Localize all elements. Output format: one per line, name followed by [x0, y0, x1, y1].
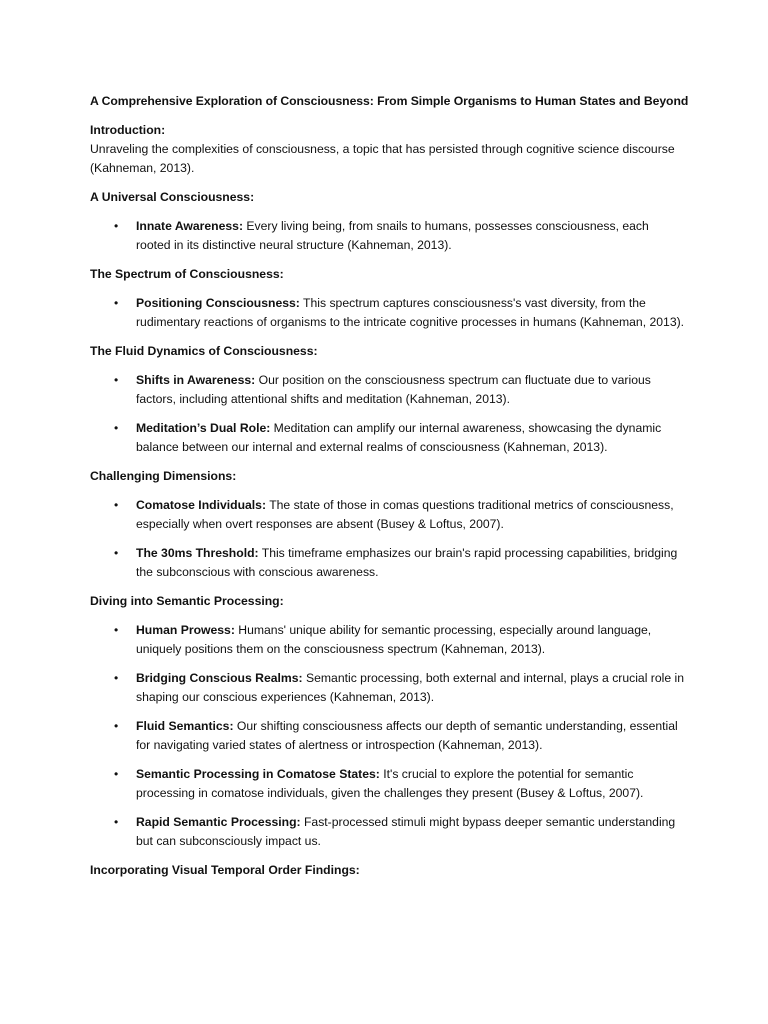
bullet-text: Our shifting consciousness affects our depth of semantic understanding, essential for navigating varied states of alertness or introspection (Kahneman, 2013).: [136, 719, 678, 752]
bullet-term: Fluid Semantics:: [136, 719, 234, 733]
bullet-list: [90, 217, 690, 255]
bullet-icon: •: [114, 296, 119, 310]
bullet-icon: •: [114, 421, 119, 435]
bullet-icon: •: [114, 498, 119, 512]
bullet-text: Semantic processing, both external and internal, plays a crucial role in shaping our conscious experiences (Kahneman, 2013).: [136, 671, 684, 704]
bullet-term: The 30ms Threshold:: [136, 546, 259, 560]
introduction-heading: Introduction:: [90, 123, 166, 137]
section-heading: Challenging Dimensions:: [90, 469, 237, 483]
bullet-term: Semantic Processing in Comatose States:: [136, 767, 380, 781]
list-item: [90, 544, 690, 582]
list-item: [90, 371, 690, 409]
bullet-icon: •: [114, 219, 119, 233]
bullet-term: Shifts in Awareness:: [136, 373, 256, 387]
list-item: [90, 765, 690, 803]
bullet-term: Comatose Individuals:: [136, 498, 267, 512]
section-heading: A Universal Consciousness:: [90, 190, 255, 204]
bullet-term: Rapid Semantic Processing:: [136, 815, 301, 829]
bullet-icon: •: [114, 373, 119, 387]
list-item: [90, 294, 690, 332]
introduction-section: [90, 121, 690, 178]
bullet-text: Our position on the consciousness spectrum can fluctuate due to various factors, including attentional shifts and meditation (Kahneman, 2013).: [136, 373, 651, 406]
bullet-term: Bridging Conscious Realms:: [136, 671, 303, 685]
bullet-term: Positioning Consciousness:: [136, 296, 300, 310]
bullet-list: [90, 621, 690, 851]
bullet-text: It's crucial to explore the potential for semantic processing in comatose individuals, given the challenges they present (Busey & Loftus, 2007).: [136, 767, 644, 800]
document-section: [90, 467, 690, 582]
bullet-term: Innate Awareness:: [136, 219, 244, 233]
bullet-text: Meditation can amplify our internal awareness, showcasing the dynamic balance between our internal and external realms of consciousness (Kahneman, 2013).: [136, 421, 662, 454]
list-item: [90, 621, 690, 659]
bullet-icon: •: [114, 815, 119, 829]
bullet-text: This timeframe emphasizes our brain's rapid processing capabilities, bridging the subconscious with conscious awareness.: [136, 546, 678, 579]
document-section: [90, 861, 690, 880]
bullet-list: [90, 371, 690, 457]
document-page: [90, 92, 690, 890]
list-item: [90, 217, 690, 255]
bullet-text: Fast-processed stimuli might bypass deeper semantic understanding but can subconsciously impact us.: [136, 815, 676, 848]
bullet-icon: •: [114, 546, 119, 560]
section-heading: Diving into Semantic Processing:: [90, 594, 284, 608]
list-item: [90, 813, 690, 851]
bullet-icon: •: [114, 719, 119, 733]
list-item: [90, 419, 690, 457]
bullet-icon: •: [114, 671, 119, 685]
list-item: [90, 496, 690, 534]
document-sections: [90, 188, 690, 880]
section-heading: Incorporating Visual Temporal Order Findings:: [90, 863, 360, 877]
bullet-text: Every living being, from snails to humans, possesses consciousness, each rooted in its distinctive neural structure (Kahneman, 2013).: [136, 219, 649, 252]
bullet-text: This spectrum captures consciousness's vast diversity, from the rudimentary reactions of organisms to the intricate cognitive processes in humans (Kahneman, 2013).: [136, 296, 685, 329]
section-heading: The Fluid Dynamics of Consciousness:: [90, 344, 318, 358]
bullet-term: Meditation’s Dual Role:: [136, 421, 271, 435]
document-section: [90, 188, 690, 255]
bullet-term: Human Prowess:: [136, 623, 235, 637]
document-section: [90, 592, 690, 851]
bullet-list: [90, 496, 690, 582]
bullet-icon: •: [114, 767, 119, 781]
list-item: [90, 717, 690, 755]
bullet-icon: •: [114, 623, 119, 637]
bullet-list: [90, 294, 690, 332]
introduction-text: Unraveling the complexities of consciousness, a topic that has persisted through cognitive science discourse (Kahneman, 2013).: [90, 142, 675, 175]
bullet-text: Humans' unique ability for semantic processing, especially around language, uniquely positions them on the consciousness spectrum (Kahneman, 2013).: [136, 623, 652, 656]
document-title: A Comprehensive Exploration of Consciousness: From Simple Organisms to Human States and Beyond: [90, 94, 689, 108]
bullet-text: The state of those in comas questions traditional metrics of consciousness, especially when overt responses are absent (Busey & Loftus, 2007).: [136, 498, 674, 531]
section-heading: The Spectrum of Consciousness:: [90, 267, 284, 281]
document-section: [90, 342, 690, 457]
document-section: [90, 265, 690, 332]
list-item: [90, 669, 690, 707]
